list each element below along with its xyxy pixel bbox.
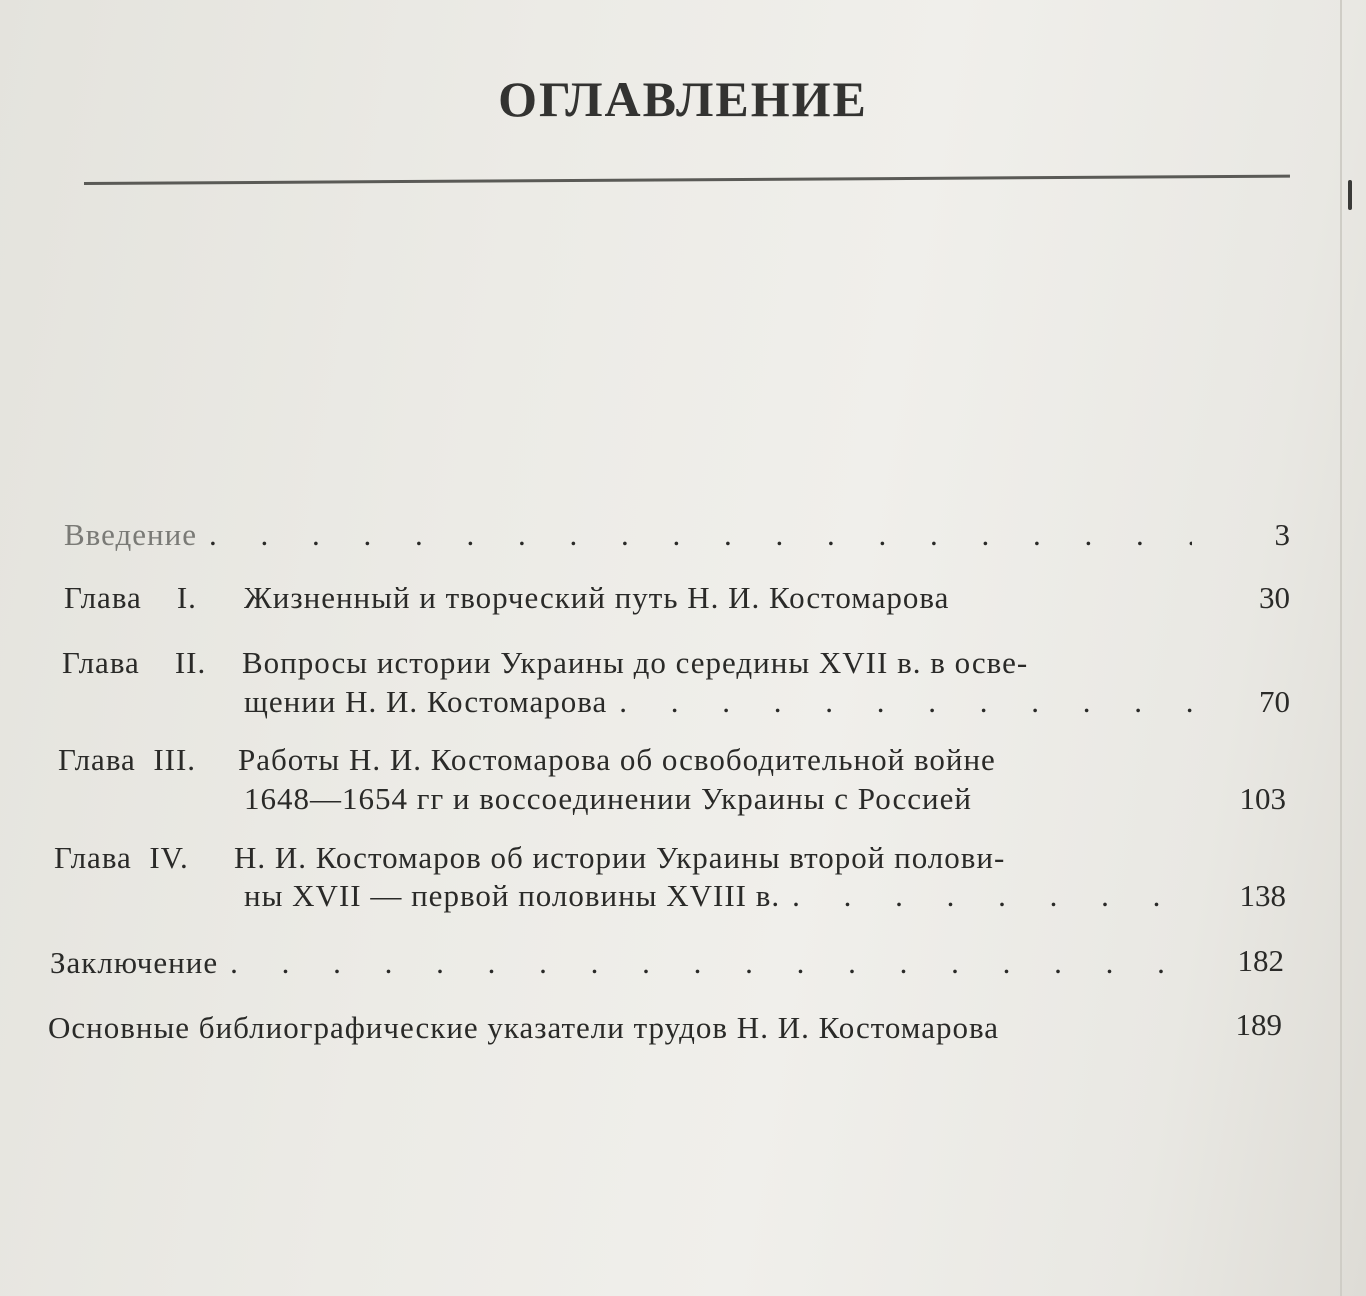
toc-entry-page: 182 bbox=[1237, 943, 1284, 978]
toc-entry-title: Основные библиографические указатели трудов Н. И. Костомарова bbox=[48, 1010, 999, 1045]
toc-entry-title: Жизненный и творческий путь Н. И. Костомарова bbox=[244, 580, 950, 615]
chapter-numeral: I. bbox=[176, 580, 197, 615]
toc-entry-page: 189 bbox=[1235, 1007, 1282, 1042]
toc-entry-chapter-2-line1 bbox=[62, 645, 1028, 681]
toc-entry-page: 138 bbox=[1239, 878, 1286, 913]
toc-entry-chapter-4-line2 bbox=[244, 878, 1204, 914]
chapter-word: Глава bbox=[54, 840, 132, 875]
leader-dots bbox=[619, 684, 1192, 720]
toc-entry-conclusion bbox=[50, 945, 1204, 981]
page-title: ОГЛАВЛЕНИЕ bbox=[498, 71, 868, 127]
chapter-label bbox=[62, 645, 242, 681]
leader-dots bbox=[230, 945, 1192, 981]
chapter-numeral: II. bbox=[174, 645, 207, 680]
toc-entry-chapter-4-line1 bbox=[54, 840, 1005, 876]
chapter-numeral: III. bbox=[153, 742, 197, 777]
leader-dots bbox=[792, 878, 1192, 914]
toc-entry-page: 103 bbox=[1239, 781, 1286, 816]
toc-entry-page: 3 bbox=[1274, 517, 1290, 552]
toc-entry-title-cont: щении Н. И. Костомарова bbox=[244, 684, 608, 719]
chapter-label bbox=[58, 742, 238, 778]
chapter-numeral: IV. bbox=[149, 840, 189, 875]
toc-entry-title-cont: ны XVII — первой половины XVIII в. bbox=[244, 878, 781, 913]
toc-entry-title: Н. И. Костомаров об истории Украины второй полови- bbox=[234, 840, 1006, 875]
toc-entry-page: 70 bbox=[1259, 684, 1290, 719]
chapter-word: Глава bbox=[64, 580, 142, 615]
toc-entry-chapter-3-line1 bbox=[58, 742, 996, 778]
toc-entry-chapter-3-line2 bbox=[244, 781, 972, 817]
toc-entry-title-cont: 1648—1654 гг и воссоединении Украины с Россией bbox=[244, 781, 972, 816]
chapter-label bbox=[54, 840, 234, 876]
chapter-word: Глава bbox=[62, 645, 140, 680]
toc-entry-title: Вопросы истории Украины до середины XVII в. в осве- bbox=[242, 645, 1029, 680]
toc-entry-title: Введение bbox=[64, 517, 197, 552]
chapter-word: Глава bbox=[58, 742, 136, 777]
toc-entry-introduction bbox=[64, 517, 1204, 553]
chapter-label bbox=[64, 580, 244, 616]
leader-dots bbox=[209, 517, 1192, 553]
toc-entry-chapter-1 bbox=[64, 580, 949, 616]
toc-entry-title: Работы Н. И. Костомарова об освободительной войне bbox=[238, 742, 996, 777]
toc-entry-page: 30 bbox=[1259, 580, 1290, 615]
toc-entry-chapter-2-line2 bbox=[244, 684, 1204, 720]
toc-entry-bibliography bbox=[48, 1010, 999, 1046]
toc-entry-title: Заключение bbox=[50, 945, 219, 980]
